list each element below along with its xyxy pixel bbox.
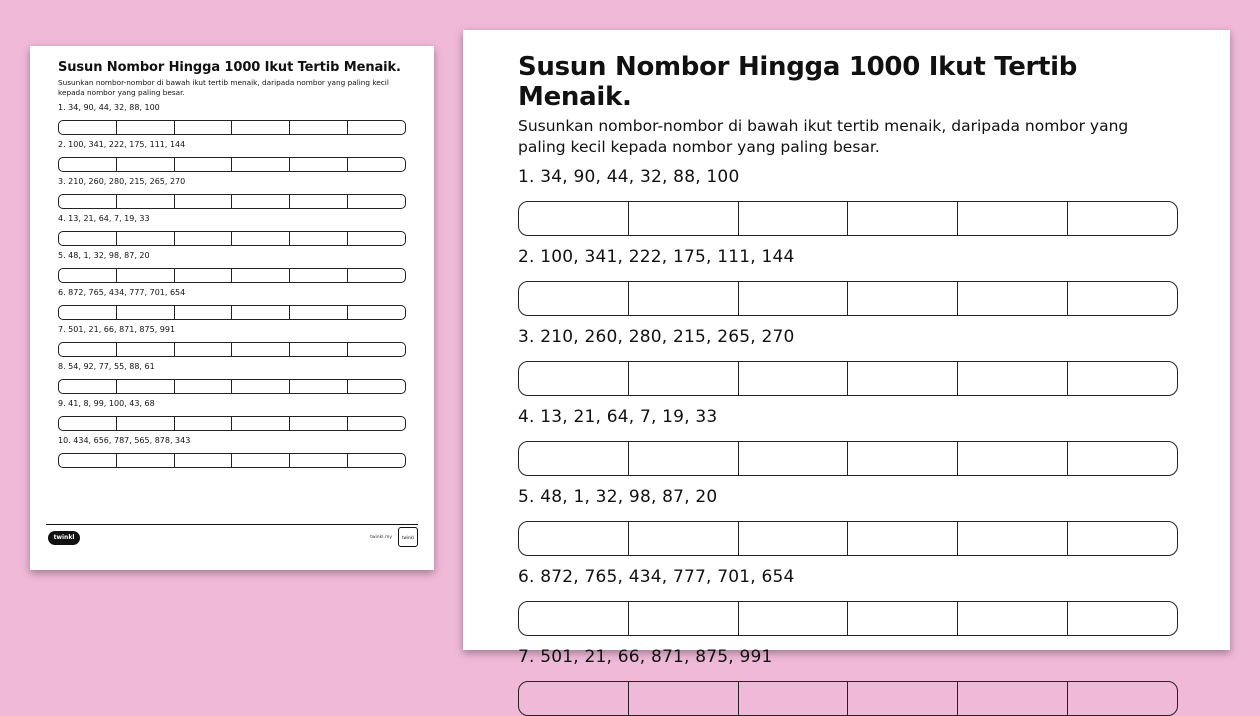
answer-box[interactable] bbox=[519, 522, 628, 555]
answer-row bbox=[518, 441, 1178, 476]
answer-box[interactable] bbox=[59, 232, 116, 245]
answer-box[interactable] bbox=[116, 380, 174, 393]
answer-box[interactable] bbox=[957, 202, 1067, 235]
answer-row bbox=[58, 120, 406, 135]
answer-box[interactable] bbox=[519, 602, 628, 635]
question-numbers: 5. 48, 1, 32, 98, 87, 20 bbox=[518, 487, 718, 507]
answer-box[interactable] bbox=[289, 454, 347, 467]
answer-box[interactable] bbox=[957, 682, 1067, 715]
question-item bbox=[58, 177, 406, 209]
question-numbers: 4. 13, 21, 64, 7, 19, 33 bbox=[58, 214, 150, 223]
answer-box[interactable] bbox=[116, 306, 174, 319]
answer-box[interactable] bbox=[347, 343, 405, 356]
question-item bbox=[58, 251, 406, 283]
answer-box[interactable] bbox=[174, 158, 232, 171]
answer-box[interactable] bbox=[231, 269, 289, 282]
answer-box[interactable] bbox=[116, 417, 174, 430]
question-item bbox=[518, 326, 1178, 396]
answer-box[interactable] bbox=[59, 306, 116, 319]
worksheet-title: Susun Nombor Hingga 1000 Ikut Tertib Menaik. bbox=[518, 52, 1078, 112]
answer-box[interactable] bbox=[231, 343, 289, 356]
question-item bbox=[518, 646, 1178, 716]
worksheet-title: Susun Nombor Hingga 1000 Ikut Tertib Menaik. bbox=[58, 60, 401, 75]
question-numbers: 9. 41, 8, 99, 100, 43, 68 bbox=[58, 399, 155, 408]
answer-box[interactable] bbox=[738, 282, 848, 315]
answer-box[interactable] bbox=[174, 269, 232, 282]
question-item bbox=[58, 140, 406, 172]
answer-box[interactable] bbox=[116, 195, 174, 208]
answer-box[interactable] bbox=[347, 158, 405, 171]
answer-box[interactable] bbox=[289, 121, 347, 134]
question-numbers: 2. 100, 341, 222, 175, 111, 144 bbox=[58, 140, 186, 149]
worksheet-thumbnail bbox=[30, 46, 434, 570]
question-numbers: 3. 210, 260, 280, 215, 265, 270 bbox=[518, 327, 795, 347]
answer-box[interactable] bbox=[847, 282, 957, 315]
answer-box[interactable] bbox=[738, 602, 848, 635]
answer-box[interactable] bbox=[231, 380, 289, 393]
answer-box[interactable] bbox=[847, 682, 957, 715]
answer-box[interactable] bbox=[847, 202, 957, 235]
answer-box[interactable] bbox=[347, 121, 405, 134]
answer-box[interactable] bbox=[59, 158, 116, 171]
question-numbers: 6. 872, 765, 434, 777, 701, 654 bbox=[518, 567, 795, 587]
question-numbers: 1. 34, 90, 44, 32, 88, 100 bbox=[518, 167, 740, 187]
answer-box[interactable] bbox=[347, 269, 405, 282]
worksheet-footer bbox=[46, 524, 418, 555]
answer-box[interactable] bbox=[738, 522, 848, 555]
worksheet-instruction bbox=[518, 116, 1178, 158]
answer-row bbox=[518, 201, 1178, 236]
answer-box[interactable] bbox=[738, 682, 848, 715]
answer-box[interactable] bbox=[59, 343, 116, 356]
answer-box[interactable] bbox=[628, 202, 738, 235]
answer-box[interactable] bbox=[738, 442, 848, 475]
answer-box[interactable] bbox=[174, 232, 232, 245]
answer-box[interactable] bbox=[174, 121, 232, 134]
answer-box[interactable] bbox=[174, 195, 232, 208]
question-item bbox=[58, 399, 406, 431]
worksheet-zoomed bbox=[463, 30, 1230, 667]
answer-row bbox=[58, 305, 406, 320]
question-item bbox=[58, 325, 406, 357]
answer-box[interactable] bbox=[231, 417, 289, 430]
question-item bbox=[58, 103, 406, 135]
answer-box[interactable] bbox=[628, 442, 738, 475]
answer-box[interactable] bbox=[174, 417, 232, 430]
answer-box[interactable] bbox=[957, 522, 1067, 555]
question-numbers: 6. 872, 765, 434, 777, 701, 654 bbox=[58, 288, 186, 297]
question-item bbox=[518, 166, 1178, 236]
answer-row bbox=[58, 268, 406, 283]
instruction-line: Susunkan nombor-nombor di bawah ikut tertib menaik, daripada nombor yang bbox=[518, 117, 1129, 135]
answer-box[interactable] bbox=[231, 306, 289, 319]
answer-box[interactable] bbox=[1067, 282, 1177, 315]
answer-box[interactable] bbox=[738, 362, 848, 395]
answer-box[interactable] bbox=[59, 121, 116, 134]
answer-row bbox=[58, 342, 406, 357]
answer-box[interactable] bbox=[116, 343, 174, 356]
answer-box[interactable] bbox=[628, 362, 738, 395]
answer-box[interactable] bbox=[116, 232, 174, 245]
answer-box[interactable] bbox=[347, 454, 405, 467]
question-item bbox=[518, 246, 1178, 316]
answer-row bbox=[518, 361, 1178, 396]
answer-box[interactable] bbox=[347, 306, 405, 319]
answer-box[interactable] bbox=[174, 454, 232, 467]
answer-row bbox=[58, 194, 406, 209]
answer-box[interactable] bbox=[289, 380, 347, 393]
answer-box[interactable] bbox=[847, 522, 957, 555]
answer-box[interactable] bbox=[289, 417, 347, 430]
answer-box[interactable] bbox=[1067, 602, 1177, 635]
answer-box[interactable] bbox=[519, 362, 628, 395]
answer-box[interactable] bbox=[847, 602, 957, 635]
question-numbers: 8. 54, 92, 77, 55, 88, 61 bbox=[58, 362, 155, 371]
question-item bbox=[58, 214, 406, 246]
answer-row bbox=[58, 231, 406, 246]
question-item bbox=[518, 486, 1178, 556]
answer-box[interactable] bbox=[59, 454, 116, 467]
badge-icon: twinkl bbox=[398, 527, 418, 547]
question-numbers: 3. 210, 260, 280, 215, 265, 270 bbox=[58, 177, 186, 186]
question-item bbox=[58, 362, 406, 394]
answer-box[interactable] bbox=[1067, 362, 1177, 395]
answer-box[interactable] bbox=[1067, 442, 1177, 475]
answer-box[interactable] bbox=[347, 417, 405, 430]
answer-box[interactable] bbox=[519, 202, 628, 235]
answer-box[interactable] bbox=[231, 195, 289, 208]
answer-box[interactable] bbox=[957, 442, 1067, 475]
answer-box[interactable] bbox=[847, 362, 957, 395]
answer-box[interactable] bbox=[519, 282, 628, 315]
twinkl-logo: twinkl bbox=[48, 531, 80, 545]
worksheet-instruction: Susunkan nombor-nombor di bawah ikut tertib menaik, daripada nombor yang paling kecil kepada nombor yang paling besar. bbox=[58, 78, 389, 97]
answer-box[interactable] bbox=[289, 306, 347, 319]
question-item bbox=[58, 288, 406, 320]
answer-box[interactable] bbox=[347, 195, 405, 208]
answer-box[interactable] bbox=[289, 343, 347, 356]
answer-box[interactable] bbox=[174, 306, 232, 319]
answer-box[interactable] bbox=[519, 682, 628, 715]
question-item bbox=[518, 566, 1178, 636]
answer-box[interactable] bbox=[231, 158, 289, 171]
question-list bbox=[58, 103, 406, 468]
footer-text: twinkl.my bbox=[370, 535, 392, 540]
answer-row bbox=[58, 379, 406, 394]
answer-box[interactable] bbox=[347, 380, 405, 393]
answer-box[interactable] bbox=[174, 343, 232, 356]
answer-box[interactable] bbox=[957, 362, 1067, 395]
answer-box[interactable] bbox=[738, 202, 848, 235]
answer-row bbox=[518, 681, 1178, 716]
answer-box[interactable] bbox=[231, 454, 289, 467]
question-numbers: 4. 13, 21, 64, 7, 19, 33 bbox=[518, 407, 718, 427]
answer-box[interactable] bbox=[174, 380, 232, 393]
question-list bbox=[518, 166, 1178, 716]
answer-box[interactable] bbox=[289, 195, 347, 208]
answer-row bbox=[58, 157, 406, 172]
answer-box[interactable] bbox=[957, 282, 1067, 315]
question-numbers: 2. 100, 341, 222, 175, 111, 144 bbox=[518, 247, 795, 267]
answer-box[interactable] bbox=[289, 269, 347, 282]
answer-box[interactable] bbox=[231, 121, 289, 134]
answer-row bbox=[58, 453, 406, 468]
answer-box[interactable] bbox=[628, 282, 738, 315]
answer-box[interactable] bbox=[1067, 522, 1177, 555]
answer-box[interactable] bbox=[59, 380, 116, 393]
answer-box[interactable] bbox=[116, 121, 174, 134]
answer-box[interactable] bbox=[116, 454, 174, 467]
question-numbers: 5. 48, 1, 32, 98, 87, 20 bbox=[58, 251, 150, 260]
answer-box[interactable] bbox=[847, 442, 957, 475]
answer-box[interactable] bbox=[116, 269, 174, 282]
answer-box[interactable] bbox=[1067, 682, 1177, 715]
answer-box[interactable] bbox=[59, 417, 116, 430]
answer-box[interactable] bbox=[628, 682, 738, 715]
answer-row bbox=[518, 281, 1178, 316]
question-numbers: 7. 501, 21, 66, 871, 875, 991 bbox=[518, 647, 773, 667]
answer-box[interactable] bbox=[628, 522, 738, 555]
answer-box[interactable] bbox=[519, 442, 628, 475]
question-numbers: 7. 501, 21, 66, 871, 875, 991 bbox=[58, 325, 176, 334]
answer-box[interactable] bbox=[1067, 202, 1177, 235]
answer-box[interactable] bbox=[347, 232, 405, 245]
answer-box[interactable] bbox=[59, 195, 116, 208]
answer-box[interactable] bbox=[59, 269, 116, 282]
answer-box[interactable] bbox=[289, 232, 347, 245]
question-item bbox=[518, 406, 1178, 476]
answer-box[interactable] bbox=[628, 602, 738, 635]
question-item bbox=[58, 436, 406, 468]
answer-row bbox=[518, 601, 1178, 636]
answer-box[interactable] bbox=[957, 602, 1067, 635]
answer-row bbox=[518, 521, 1178, 556]
question-numbers: 10. 434, 656, 787, 565, 878, 343 bbox=[58, 436, 191, 445]
question-numbers: 1. 34, 90, 44, 32, 88, 100 bbox=[58, 103, 160, 112]
answer-box[interactable] bbox=[289, 158, 347, 171]
instruction-line: paling kecil kepada nombor yang paling besar. bbox=[518, 138, 880, 156]
answer-box[interactable] bbox=[116, 158, 174, 171]
answer-row bbox=[58, 416, 406, 431]
answer-box[interactable] bbox=[231, 232, 289, 245]
